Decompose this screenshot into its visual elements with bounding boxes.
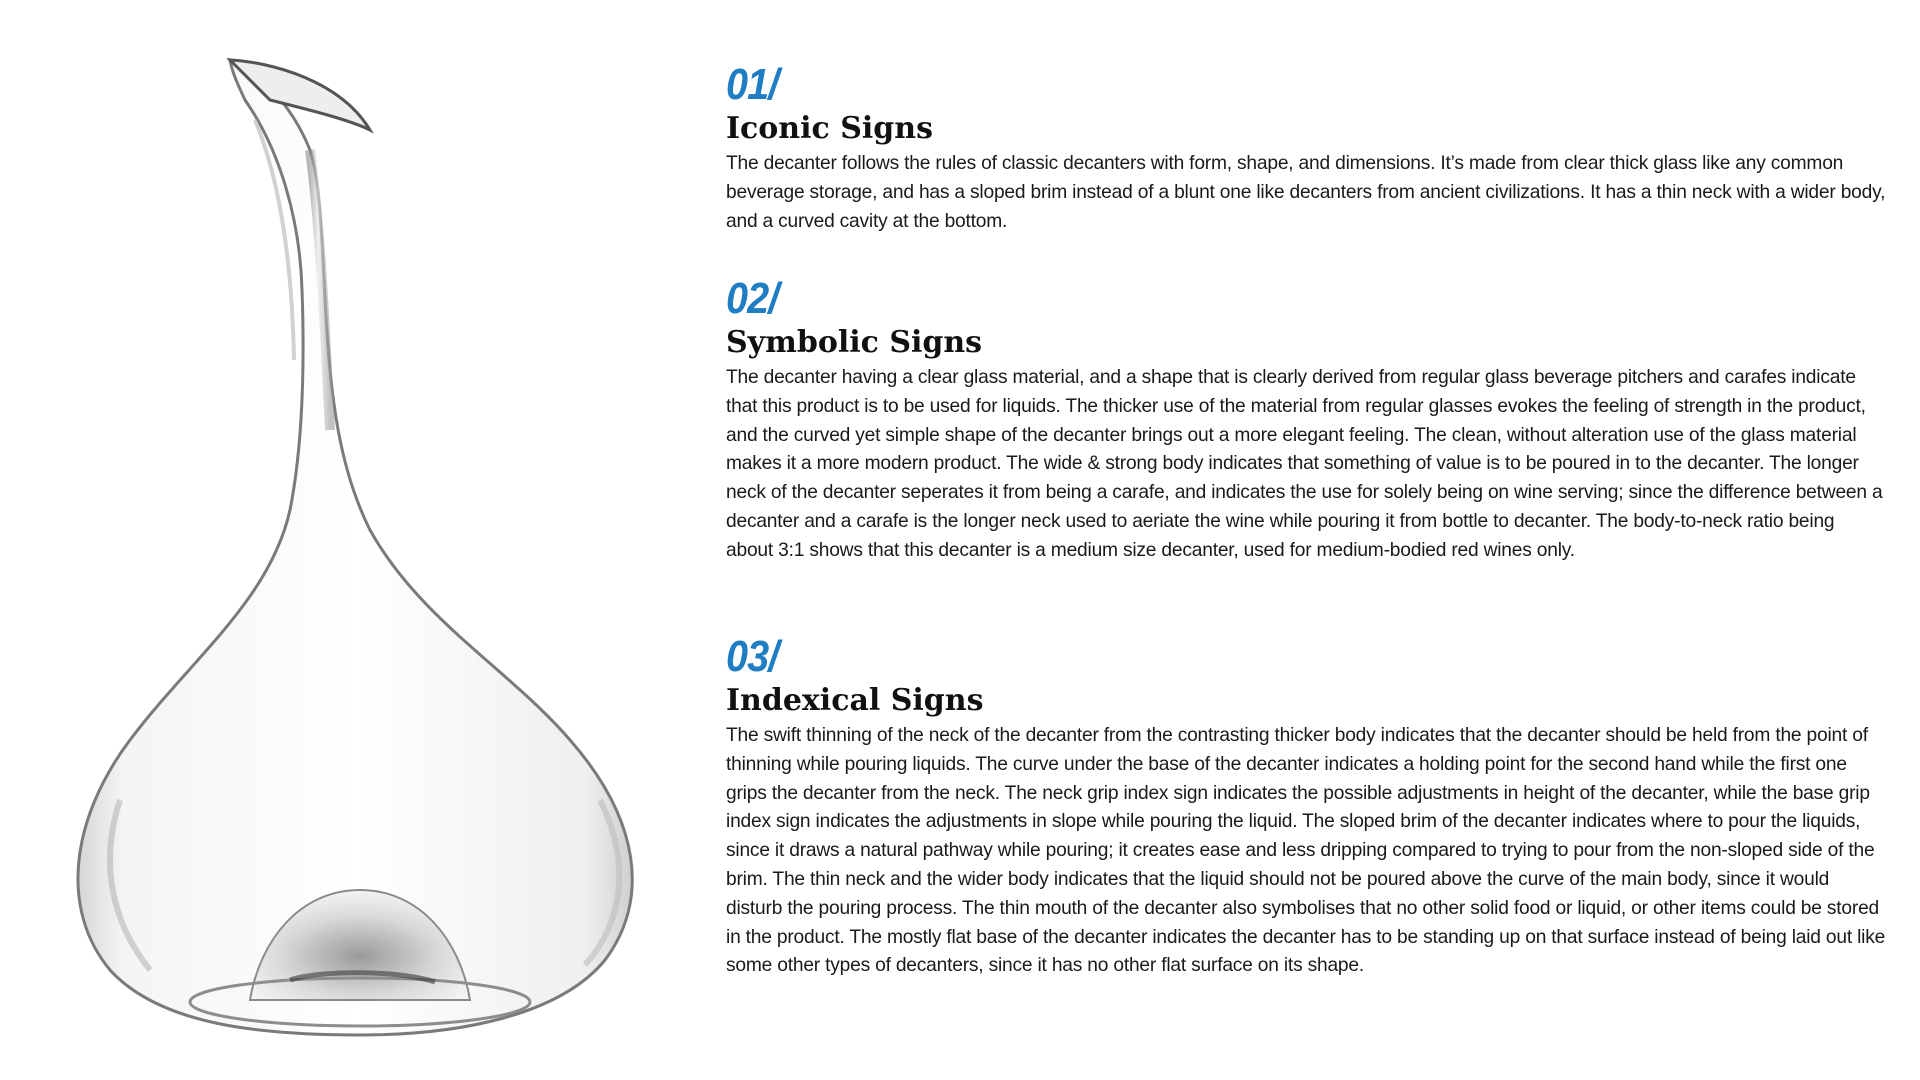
- section-symbolic-signs: [726, 276, 1886, 634]
- section-body: The decanter having a clear glass material, and a shape that is clearly derived from regular glass beverage pitchers and carafes indicate that this product is to be used for liquids. The thicker use of the material from regular glasses evokes the feeling of strength in the product, and the curved yet simple shape of the decanter brings out a more elegant feeling. The clean, without alteration use of the glass material makes it a more modern product. The wide & strong body indicates that something of value is to be poured in to the decanter. The longer neck of the decanter seperates it from being a carafe, and indicates the use for solely being on wine serving; since the difference between a decanter and a carafe is the longer neck used to aeriate the wine while pouring it from bottle to decanter. The body-to-neck ratio being about 3:1 shows that this decanter is a medium size decanter, used for medium-bodied red wines only.: [726, 367, 1883, 561]
- section-title: Indexical Signs: [726, 683, 984, 718]
- section-indexical-signs: [726, 634, 1886, 981]
- decanter-image: [40, 40, 700, 1040]
- section-body: The swift thinning of the neck of the decanter from the contrasting thicker body indicates that the decanter should be held from the point of thinning while pouring liquids. The curve under the base of the decanter indicates a holding point for the second hand while the first one grips the decanter from the neck. The neck grip index sign indicates the possible adjustments in height of the decanter, while the base grip index sign indicates the adjustments in slope while pouring the liquid. The sloped brim of the decanter indicates where to pour the liquids, since it draws a natural pathway while pouring; it creates ease and less dripping compared to trying to pour from the non-sloped side of the brim. The thin neck and the wider body indicates that the liquid should not be poured above the curve of the main body, since it would disturb the pouring process. The thin mouth of the decanter also symbolises that no other solid food or liquid, or other items could be stored in the product. The mostly flat base of the decanter indicates the decanter has to be standing up on that surface instead of being laid out like some other types of decanters, since it has no other flat surface on its shape.: [726, 725, 1886, 977]
- section-title: Symbolic Signs: [726, 325, 983, 360]
- section-number: 01/: [726, 60, 779, 109]
- section-number: 02/: [726, 274, 779, 323]
- section-title: Iconic Signs: [726, 111, 933, 146]
- section-iconic-signs: [726, 62, 1886, 276]
- text-column: [726, 62, 1886, 981]
- section-body: The decanter follows the rules of classic decanters with form, shape, and dimensions. It’s made from clear thick glass like any common beverage storage, and has a sloped brim instead of a blunt one like decanters from ancient civilizations. It has a thin neck with a wider body, and a curved cavity at the bottom.: [726, 153, 1886, 232]
- section-number: 03/: [726, 632, 779, 681]
